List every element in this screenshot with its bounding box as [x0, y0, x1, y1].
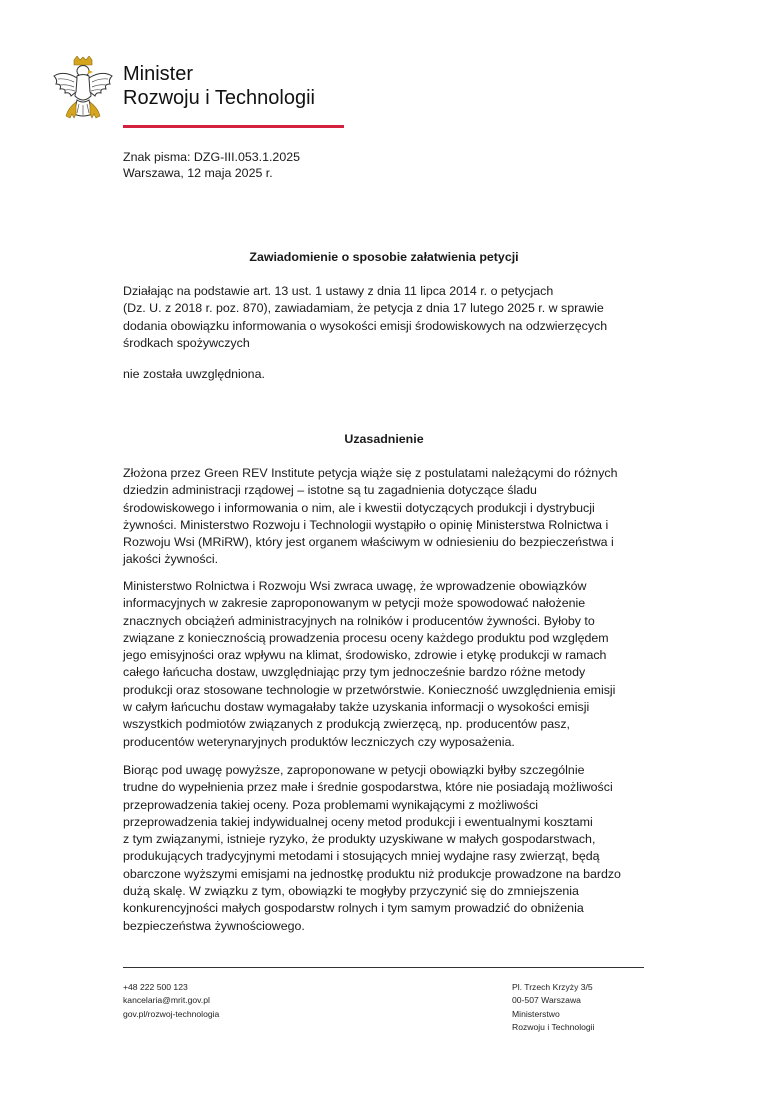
footer-address-line: 00-507 Warszawa [512, 995, 581, 1006]
footer-address [512, 981, 594, 1035]
notice-title: Zawiadomienie o sposobie załatwienia petycji [249, 250, 519, 264]
justification-paragraph-2 [123, 578, 653, 751]
text-line: obarczone wyższymi emisjami na jednostkę produktu niż produkcje prowadzone na bardzo [123, 866, 621, 881]
text-line: informacyjnych w zakresie zaproponowanym w petycji może spowodować nałożenie [123, 596, 586, 611]
text-line: konkurencyjności małych gospodarstw rolnych i tym samym prowadzić do obniżenia [123, 901, 584, 916]
text-line: Działając na podstawie art. 13 ust. 1 ustawy z dnia 11 lipca 2014 r. o petycjach [123, 284, 554, 298]
justification-paragraph-3 [123, 762, 653, 935]
text-line: dziedzin administracji rządowej – istotne są tu zagadnienia dotyczące śladu [123, 483, 537, 498]
text-line: przeprowadzenia takiej oceny. Poza problemami wynikającymi z możliwości [123, 797, 539, 812]
text-line: środowiskowego i informowania o nim, ale i kwestii dotyczących produkcji i dystrybucji [123, 500, 595, 515]
text-line: przeprowadzenia takiej indywidualnej oceny metod produkcji i ewentualnymi kosztami [123, 814, 593, 829]
ministry-name-line1: Minister [123, 63, 194, 85]
ministry-name [123, 62, 315, 110]
text-line: wszystkich podmiotów związanych z produkcją zwierzęcą, np. producentów pasz, [123, 717, 570, 732]
text-line: w całym łańcuchu dostaw wymagałaby także uzyskania informacji o wysokości emisji [123, 700, 590, 715]
header-accent-line [123, 125, 344, 128]
text-line: związane z koniecznością prowadzenia procesu oceny każdego produktu pod względem [123, 630, 609, 645]
justification-title: Uzasadnienie [344, 432, 424, 446]
text-line: (Dz. U. z 2018 r. poz. 870), zawiadamiam, że petycja z dnia 17 lutego 2025 r. w sprawie [123, 301, 604, 316]
footer-address-line: Pl. Trzech Krzyży 3/5 [512, 982, 593, 992]
text-line: dużą skalę. W związku z tym, obowiązki te mogłyby przyczynić się do zmniejszenia [123, 884, 579, 899]
justification-paragraph-1 [123, 465, 653, 569]
text-line: Ministerstwo Rolnictwa i Rozwoju Wsi zwraca uwagę, że wprowadzenie obowiązków [123, 579, 587, 593]
notice-intro-paragraph [123, 283, 653, 352]
polish-eagle-emblem-icon [50, 56, 116, 130]
footer-email-link[interactable]: kancelaria@mrit.gov.pl [123, 995, 210, 1006]
place-date: Warszawa, 12 maja 2025 r. [123, 166, 273, 180]
ministry-name-line2: Rozwoju i Technologii [123, 87, 315, 109]
footer-website-link[interactable]: gov.pl/rozwoj-technologia [123, 1008, 220, 1019]
text-line: produkcji oraz stosowane technologie w przetwórstwie. Konieczność uwzględnienia emisji [123, 682, 616, 697]
footer-address-line: Ministerstwo [512, 1008, 560, 1019]
text-line: Rozwoju Wsi (MRiRW), który jest organem właściwym w odniesieniu do bezpieczeństwa i [123, 535, 614, 550]
text-line: z tym związanymi, istnieje ryzyko, że produkty uzyskiwane w małych gospodarstwach, [123, 832, 596, 847]
text-line: Biorąc pod uwagę powyższe, zaproponowane w petycji obowiązki byłby szczególnie [123, 763, 585, 777]
text-line: jego emisyjności oraz wpływu na klimat, środowisko, zdrowie i etykę produkcji w ramach [123, 648, 607, 663]
text-line: bezpieczeństwa żywnościowego. [123, 918, 305, 933]
reference-number: Znak pisma: DZG-III.053.1.2025 [123, 150, 300, 164]
text-line: żywności. Ministerstwo Rozwoju i Technologii wystąpiło o opinię Ministerstwa Rolnictwa i [123, 517, 609, 532]
text-line: nie została uwzględniona. [123, 367, 265, 381]
text-line: dodania obowiązku informowania o wysokości emisji środowiskowych na odzwierzęcych [123, 318, 608, 333]
text-line: producentów weterynaryjnych produktów leczniczych czy wyposażenia. [123, 734, 515, 749]
text-line: środkach spożywczych [123, 335, 250, 350]
text-line: Złożona przez Green REV Institute petycja wiąże się z postulatami należącymi do różnych [123, 466, 618, 480]
footer-contact [123, 981, 219, 1021]
notice-result [123, 366, 653, 383]
text-line: całego łańcucha dostaw, uwzględniając przy tym jednocześnie bardzo różne metody [123, 665, 586, 680]
footer-phone: +48 222 500 123 [123, 982, 188, 992]
text-line: jakości żywności. [123, 552, 219, 567]
letter-meta [123, 149, 300, 181]
text-line: trudne do wypełnienia przez małe i średnie gospodarstwa, które nie posiadają możliwości [123, 780, 613, 795]
text-line: znacznych obciążeń administracyjnych na rolników i producentów żywności. Byłoby to [123, 613, 595, 628]
footer-divider [123, 967, 644, 968]
footer-address-line: Rozwoju i Technologii [512, 1022, 595, 1033]
text-line: produkujących tradycyjnymi metodami i stosujących mniej wydajne rasy zwierząt, będą [123, 849, 600, 864]
